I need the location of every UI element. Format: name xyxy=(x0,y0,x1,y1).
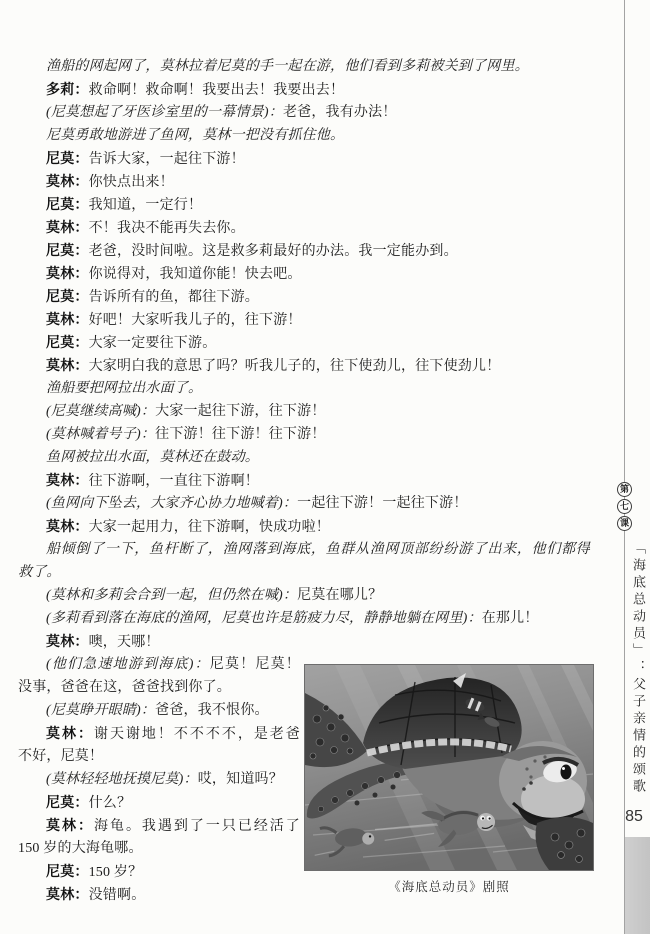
script-line xyxy=(18,837,300,860)
speaker-name: 尼莫： xyxy=(46,863,89,879)
speaker-name: 尼莫： xyxy=(46,334,89,350)
script-line xyxy=(18,883,300,906)
script-line xyxy=(18,745,300,768)
speaker-name: 尼莫： xyxy=(46,150,89,166)
script-line xyxy=(18,768,300,791)
speaker-name: 莫林： xyxy=(46,472,89,488)
script-line xyxy=(18,699,300,722)
dialogue-text: 大家明白我的意思了吗？听我儿子的，往下使劲儿，往下使劲儿！ xyxy=(88,359,501,374)
dialogue-text: 150 岁的大海龟哪。 xyxy=(18,841,143,856)
dialogue-text: 老爸，我有办法！ xyxy=(282,105,397,120)
speaker-name: 尼莫： xyxy=(46,242,89,258)
lesson-badge xyxy=(617,482,632,533)
script-line xyxy=(18,124,590,147)
sidebar-rule xyxy=(624,0,625,934)
script-line xyxy=(18,354,590,377)
dialogue-text: 什么？ xyxy=(88,796,132,811)
script-line xyxy=(18,400,590,423)
dialogue-text-block xyxy=(18,55,590,653)
dialogue-text: 救命啊！救命啊！我要出去！我要出去！ xyxy=(88,83,345,98)
stage-direction: (莫林和多莉会合到一起，但仍然在喊)： xyxy=(46,588,298,603)
dialogue-text: 没事，爸爸在这，爸爸找到你了。 xyxy=(18,680,231,695)
script-line xyxy=(18,469,590,492)
dialogue-text: 大家一起往下游，往下游！ xyxy=(155,404,326,419)
script-line xyxy=(18,676,300,699)
script-line xyxy=(18,147,590,170)
script-line xyxy=(18,78,590,101)
stage-direction: 救了。 xyxy=(18,565,61,580)
page-number: 85 xyxy=(625,808,643,825)
photo-caption: 《海底总动员》剧照 xyxy=(388,880,510,894)
stage-direction: 渔船的网起网了，莫林拉着尼莫的手一起在游，他们看到多莉被关到了网里。 xyxy=(46,59,529,74)
script-line xyxy=(18,308,590,331)
dialogue-text: 不好，尼莫！ xyxy=(18,749,104,764)
stage-direction: (莫林轻轻地抚摸尼莫)： xyxy=(46,772,198,787)
stage-direction: 船倾倒了一下，鱼杆断了，渔网落到海底，鱼群从渔网顶部纷纷游了出来，他们都得 xyxy=(46,542,590,557)
dialogue-text-block-side xyxy=(18,653,300,906)
script-line xyxy=(18,814,300,837)
stage-direction: 尼莫勇敢地游进了鱼网，莫林一把没有抓住他。 xyxy=(46,128,345,143)
stage-direction: 渔船要把网拉出水面了。 xyxy=(46,381,203,396)
speaker-name: 莫林： xyxy=(46,357,89,373)
speaker-name: 尼莫： xyxy=(46,196,89,212)
dialogue-text: 你说得对，我知道你能！快去吧。 xyxy=(88,267,302,282)
script-line xyxy=(18,55,590,78)
chapter-vertical-title: 「海底总动员」：父子亲情的颂歌 xyxy=(631,541,646,796)
dialogue-text: 你快点出来！ xyxy=(88,175,174,190)
dialogue-text: 没错啊。 xyxy=(88,888,146,903)
speaker-name: 莫林： xyxy=(46,173,89,189)
script-line xyxy=(18,216,590,239)
stage-direction: (尼莫继续高喊)： xyxy=(46,404,156,419)
speaker-name: 莫林： xyxy=(46,886,89,902)
script-line xyxy=(18,630,590,653)
speaker-name: 莫林： xyxy=(46,265,89,281)
speaker-name: 莫林： xyxy=(46,817,94,833)
dialogue-text: 爸爸，我不恨你。 xyxy=(155,703,269,718)
script-line xyxy=(18,331,590,354)
script-line xyxy=(18,584,590,607)
dialogue-text: 尼莫！尼莫！ xyxy=(209,657,300,672)
finding-nemo-turtle-illustration xyxy=(305,665,593,870)
script-line xyxy=(18,285,590,308)
dialogue-text: 往下游！往下游！往下游！ xyxy=(155,427,326,442)
stage-direction: (尼莫睁开眼睛)： xyxy=(46,703,156,718)
script-line xyxy=(18,860,300,883)
speaker-name: 尼莫： xyxy=(46,288,89,304)
lesson-badge-char: 七 xyxy=(617,499,632,514)
movie-still-photo xyxy=(305,665,593,870)
speaker-name: 莫林： xyxy=(46,219,89,235)
stage-direction: (鱼网向下坠去，大家齐心协力地喊着)： xyxy=(46,496,298,511)
dialogue-text: 老爸，没时间啦。这是救多莉最好的办法。我一定能办到。 xyxy=(88,244,458,259)
dialogue-text: 不！我决不能再失去你。 xyxy=(88,221,245,236)
stage-direction: (他们急速地游到海底)： xyxy=(46,657,210,672)
stage-direction: (莫林喊着号子)： xyxy=(46,427,156,442)
script-line xyxy=(18,170,590,193)
dialogue-text: 告诉所有的鱼，都往下游。 xyxy=(88,290,260,305)
script-line xyxy=(18,515,590,538)
stage-direction: (多莉看到落在海底的渔网，尼莫也许是筋疲力尽，静静地躺在网里)： xyxy=(46,611,482,626)
script-line xyxy=(18,561,590,584)
script-line xyxy=(18,653,300,676)
speaker-name: 莫林： xyxy=(46,518,89,534)
script-line xyxy=(18,538,590,561)
dialogue-text: 一起往下游！一起往下游！ xyxy=(297,496,468,511)
dialogue-text: 海龟。我遇到了一只已经活了 xyxy=(93,819,300,834)
script-line xyxy=(18,239,590,262)
script-line xyxy=(18,193,590,216)
stage-direction: (尼莫想起了牙医诊室里的一幕情景)： xyxy=(46,105,283,120)
speaker-name: 莫林： xyxy=(46,633,89,649)
stage-direction: 鱼网被拉出水面，莫林还在鼓动。 xyxy=(46,450,259,465)
script-line xyxy=(18,262,590,285)
script-line xyxy=(18,722,300,745)
speaker-name: 尼莫： xyxy=(46,794,89,810)
dialogue-text: 大家一起用力，往下游啊，快成功啦！ xyxy=(88,520,331,535)
dialogue-text: 尼莫在哪儿？ xyxy=(297,588,383,603)
dialogue-text: 噢，天哪！ xyxy=(88,635,160,650)
lesson-badge-char: 第 xyxy=(617,482,632,497)
speaker-name: 莫林： xyxy=(46,725,94,741)
script-line xyxy=(18,446,590,469)
lesson-badge-char: 课 xyxy=(617,516,632,531)
page-corner-block xyxy=(625,837,650,934)
dialogue-text: 告诉大家，一起往下游！ xyxy=(88,152,245,167)
speaker-name: 莫林： xyxy=(46,311,89,327)
dialogue-text: 我知道，一定行！ xyxy=(88,198,203,213)
dialogue-text: 好吧！大家听我儿子的，往下游！ xyxy=(88,313,302,328)
script-line xyxy=(18,101,590,124)
dialogue-text: 谢天谢地！不不不不，是老爸 xyxy=(93,727,300,742)
script-line xyxy=(18,423,590,446)
dialogue-text: 往下游啊，一直往下游啊！ xyxy=(88,474,260,489)
script-line xyxy=(18,607,590,630)
script-line xyxy=(18,377,590,400)
dialogue-text: 大家一定要往下游。 xyxy=(88,336,217,351)
dialogue-text: 在那儿！ xyxy=(481,611,539,626)
script-line xyxy=(18,492,590,515)
dialogue-text: 150 岁？ xyxy=(88,865,143,880)
speaker-name: 多莉： xyxy=(46,81,89,97)
dialogue-text: 哎，知道吗？ xyxy=(197,772,283,787)
script-line xyxy=(18,791,300,814)
